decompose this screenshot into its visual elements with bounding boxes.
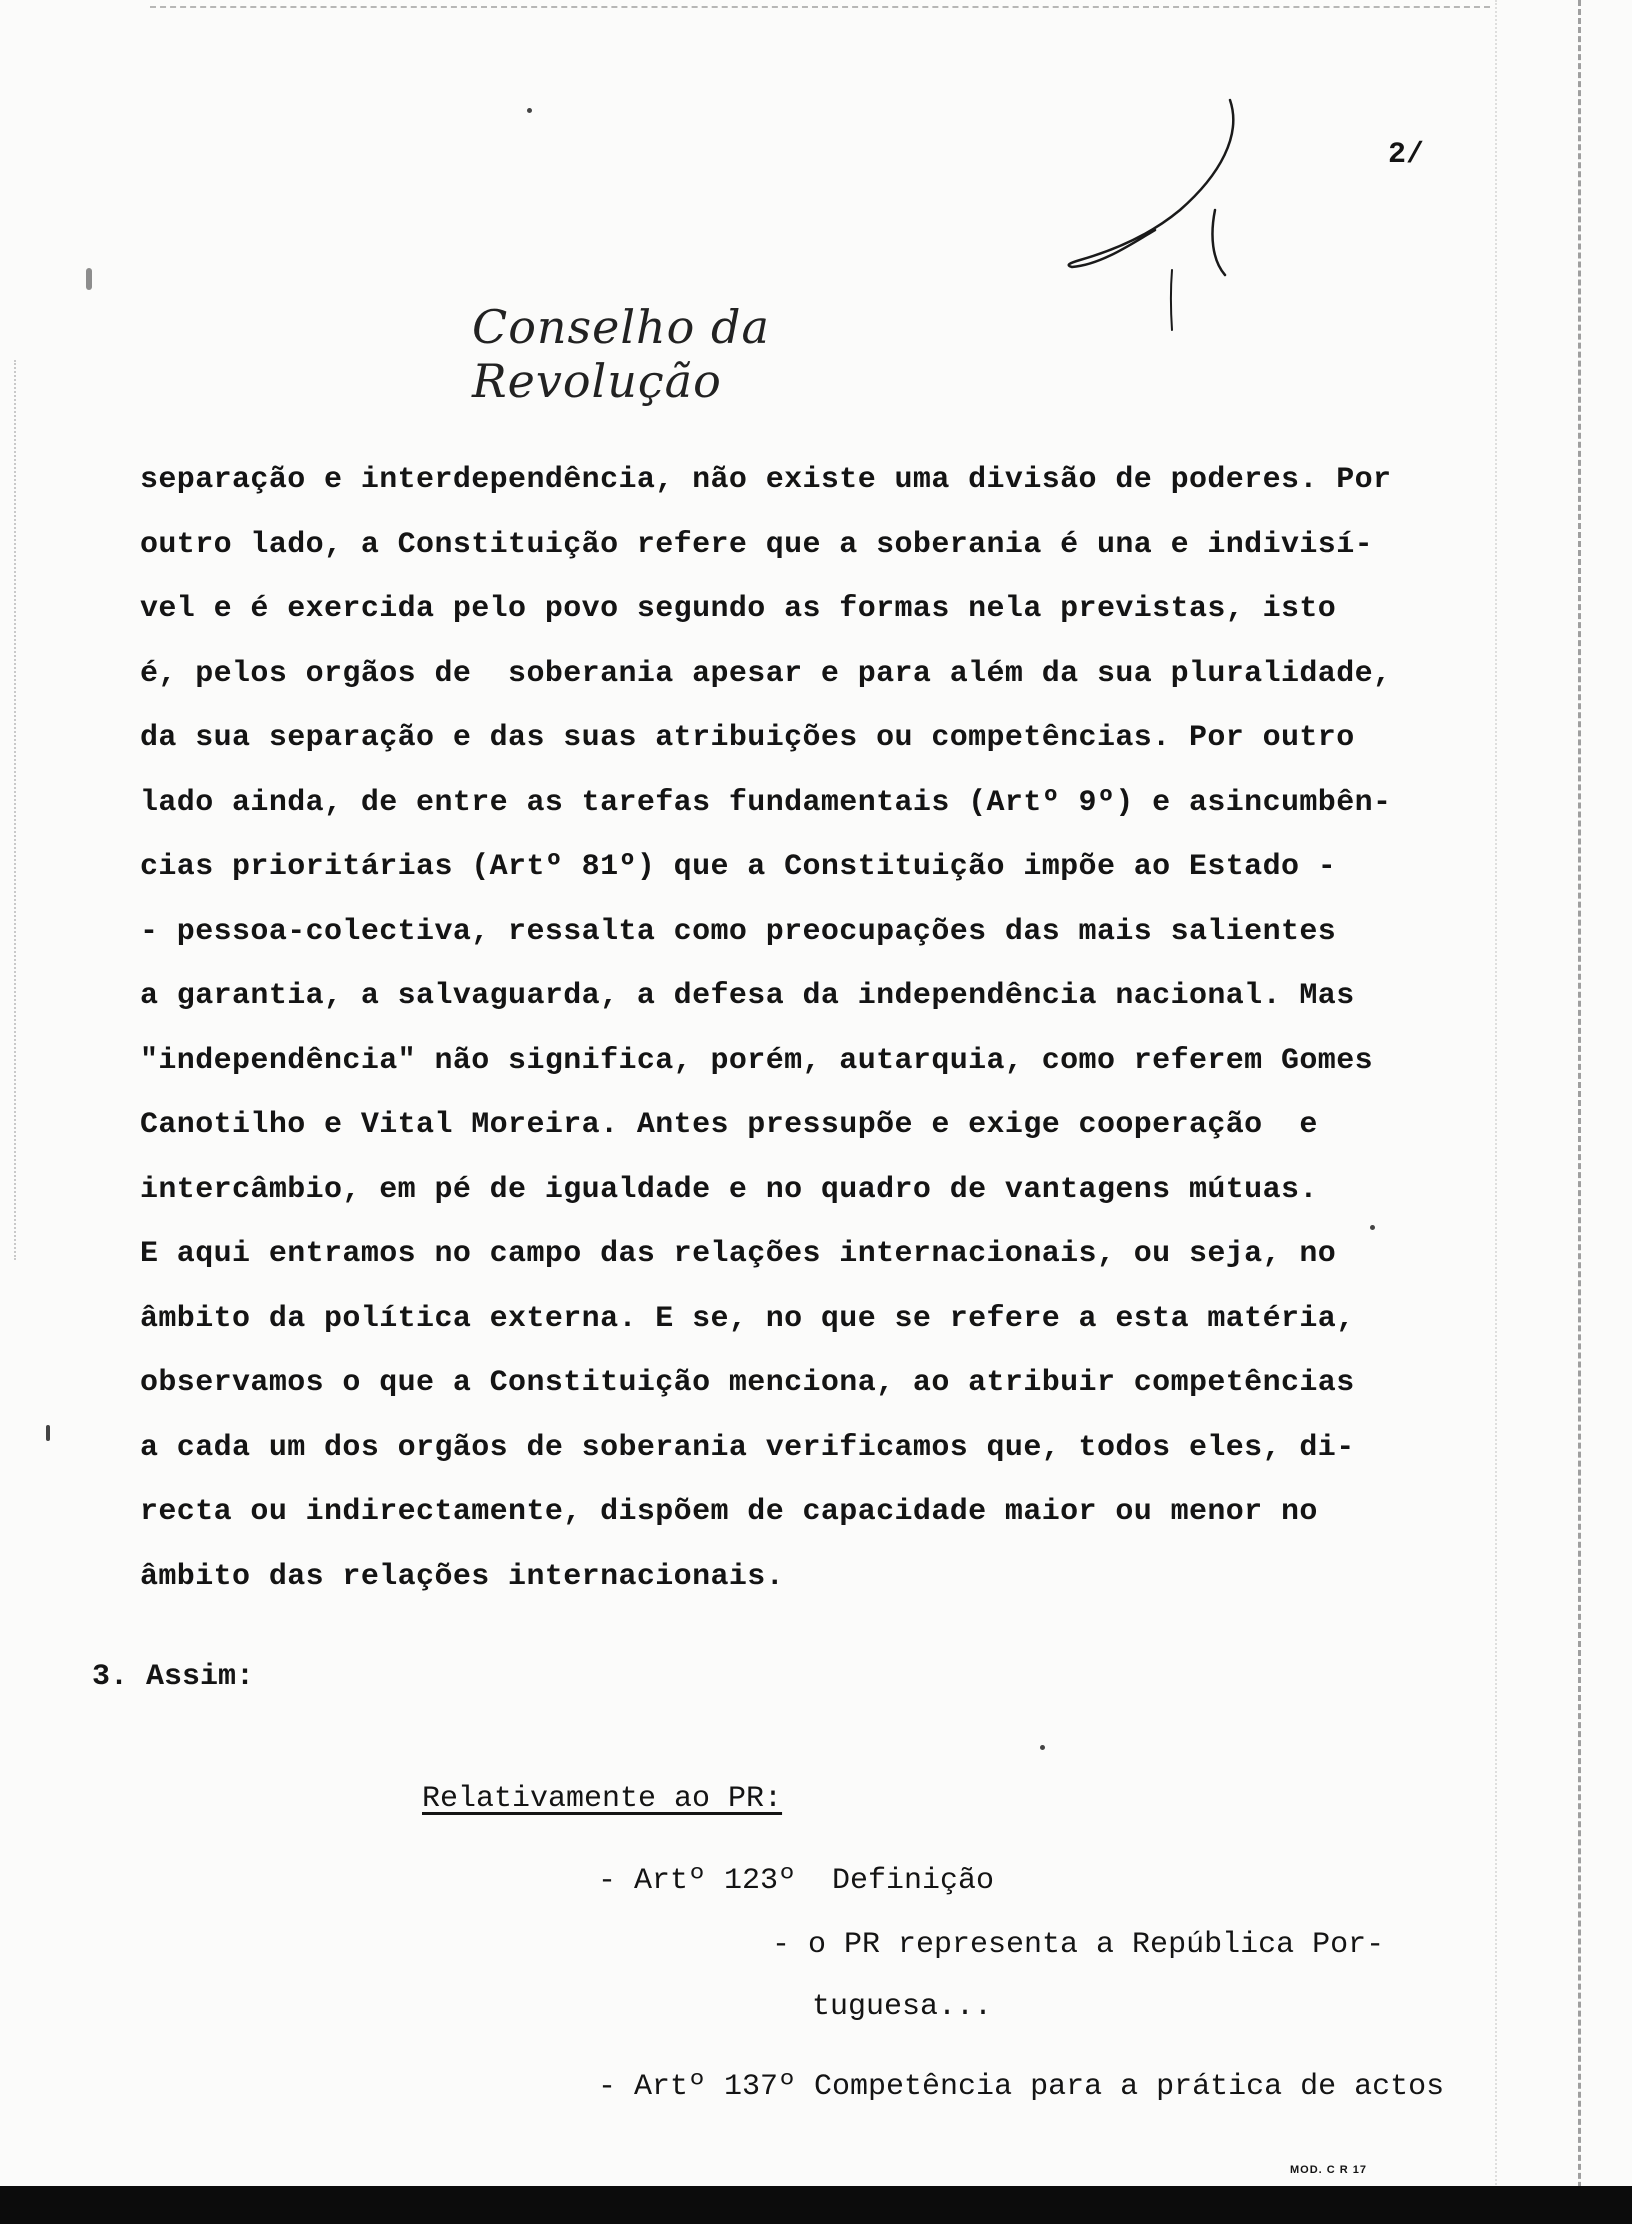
section-heading: 3. Assim:: [92, 1660, 255, 1694]
scan-left-edge: [14, 360, 16, 1260]
paragraph-line: observamos o que a Constituição menciona, ao atribuir competências: [140, 1366, 1355, 1400]
paragraph-line: vel e é exercida pelo povo segundo as formas nela previstas, isto: [140, 592, 1337, 626]
paragraph-line: lado ainda, de entre as tarefas fundamentais (Artº 9º) e asincumbên-: [140, 785, 1392, 820]
paragraph-line: a cada um dos orgãos de soberania verificamos que, todos eles, di-: [140, 1430, 1355, 1465]
handwritten-signature: [1060, 95, 1240, 335]
page-number: 2/: [1388, 138, 1425, 172]
paragraph-line: Canotilho e Vital Moreira. Antes pressupõe e exige cooperação e: [140, 1108, 1318, 1142]
paragraph-line: âmbito das relações internacionais.: [140, 1559, 785, 1594]
paragraph-line: E aqui entramos no campo das relações internacionais, ou seja, no: [140, 1237, 1337, 1271]
paragraph-line: a garantia, a salvaguarda, a defesa da independência nacional. Mas: [140, 979, 1355, 1013]
paragraph-line: cias prioritárias (Artº 81º) que a Constituição impõe ao Estado -: [140, 850, 1337, 884]
scan-right-edge-inner: [1495, 0, 1497, 2200]
article-item-label: - Artº 123º Definição: [598, 1864, 995, 1898]
article-item-description: - o PR representa a República Por-: [772, 1928, 1385, 1962]
paragraph-line: intercâmbio, em pé de igualdade e no quadro de vantagens mútuas.: [140, 1172, 1318, 1207]
scan-speck: [46, 1425, 50, 1441]
paragraph-line: âmbito da política externa. E se, no que se refere a esta matéria,: [140, 1301, 1355, 1336]
scan-speck: [86, 268, 92, 290]
article-item-label: - Artº 137º Competência para a prática de actos: [598, 2070, 1445, 2104]
paragraph-line: é, pelos orgãos de soberania apesar e para além da sua pluralidade,: [140, 656, 1392, 691]
paragraph-line: outro lado, a Constituição refere que a soberania é una e indivisí-: [140, 527, 1373, 562]
form-code: MOD. C R 17: [1290, 2164, 1368, 2176]
paragraph-line: da sua separação e das suas atribuições ou competências. Por outro: [140, 721, 1355, 755]
scan-bottom-edge: [0, 2186, 1632, 2224]
letterhead-title: Conselho da Revolução: [472, 300, 770, 408]
scan-speck: [1370, 1225, 1375, 1230]
scan-speck: [527, 108, 532, 113]
scan-right-edge: [1578, 0, 1581, 2224]
paragraph: [140, 448, 1470, 1609]
article-item-description: tuguesa...: [812, 1990, 993, 2024]
paragraph-line: separação e interdependência, não existe uma divisão de poderes. Por: [140, 463, 1392, 497]
section-subheading: Relativamente ao PR:: [422, 1782, 783, 1816]
scan-speck: [1040, 1745, 1045, 1750]
paragraph-line: recta ou indirectamente, dispõem de capacidade maior ou menor no: [140, 1495, 1318, 1529]
paragraph-line: "independência" não significa, porém, autarquia, como referem Gomes: [140, 1043, 1373, 1078]
scan-top-edge: [150, 6, 1490, 8]
paragraph-line: - pessoa-colectiva, ressalta como preocupações das mais salientes: [140, 914, 1337, 949]
